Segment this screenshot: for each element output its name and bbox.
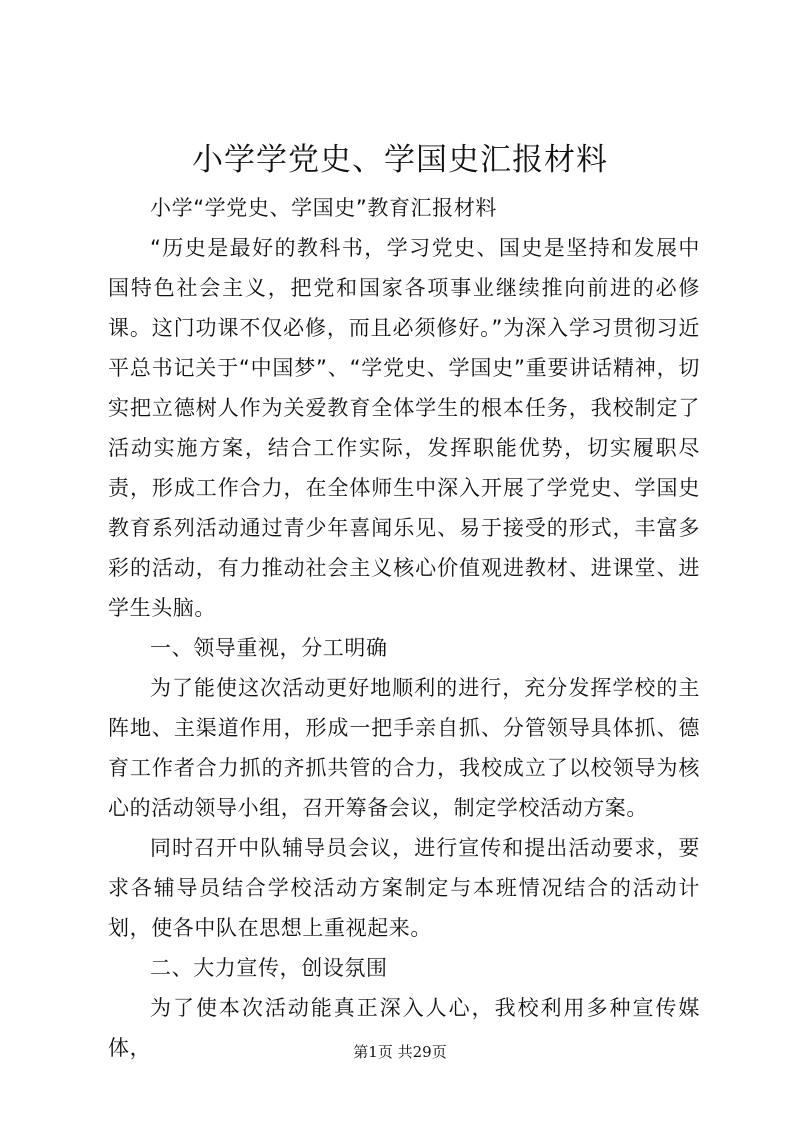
section-heading-1: 一、领导重视，分工明确	[150, 636, 388, 660]
document-title: 小学学党史、学国史汇报材料	[192, 142, 608, 178]
page-footer: 第1页 共29页	[353, 1043, 447, 1061]
section-heading-2: 二、大力宣传，创设氛围	[150, 956, 388, 980]
paragraph-section-1a: 为了能使这次活动更好地顺利的进行，充分发挥学校的主阵地、主渠道作用，形成一把手亲自抓、分管领导具体抓、德育工作者合力抓的齐抓共管的合力，我校成立了以校领导为核心的活动领导小组，召开筹备会议，制定学校活动方案。	[108, 676, 700, 820]
paragraph-section-2a: 为了使本次活动能真正深入人心，我校利用多种宣传媒体，	[108, 996, 700, 1060]
paragraph-subtitle: 小学“学党史、学国史”教育汇报材料	[150, 196, 497, 220]
paragraph-intro: “历史是最好的教科书，学习党史、国史是坚持和发展中国特色社会主义，把党和国家各项事业继续推向前进的必修课。这门功课不仅必修，而且必须修好。”为深入学习贯彻习近平总书记关于“中国梦”、“学党史、学国史”重要讲话精神，切实把立德树人作为关爱教育全体学生的根本任务，我校制定了活动实施方案，结合工作实际，发挥职能优势，切实履职尽责，形成工作合力，在全体师生中深入开展了学党史、学国史教育系列活动通过青少年喜闻乐见、易于接受的形式，丰富多彩的活动，有力推动社会主义核心价值观进教材、进课堂、进学生头脑。	[108, 236, 700, 620]
paragraph-section-1b: 同时召开中队辅导员会议，进行宣传和提出活动要求，要求各辅导员结合学校活动方案制定与本班情况结合的活动计划，使各中队在思想上重视起来。	[108, 836, 700, 940]
document-body	[108, 188, 700, 1068]
